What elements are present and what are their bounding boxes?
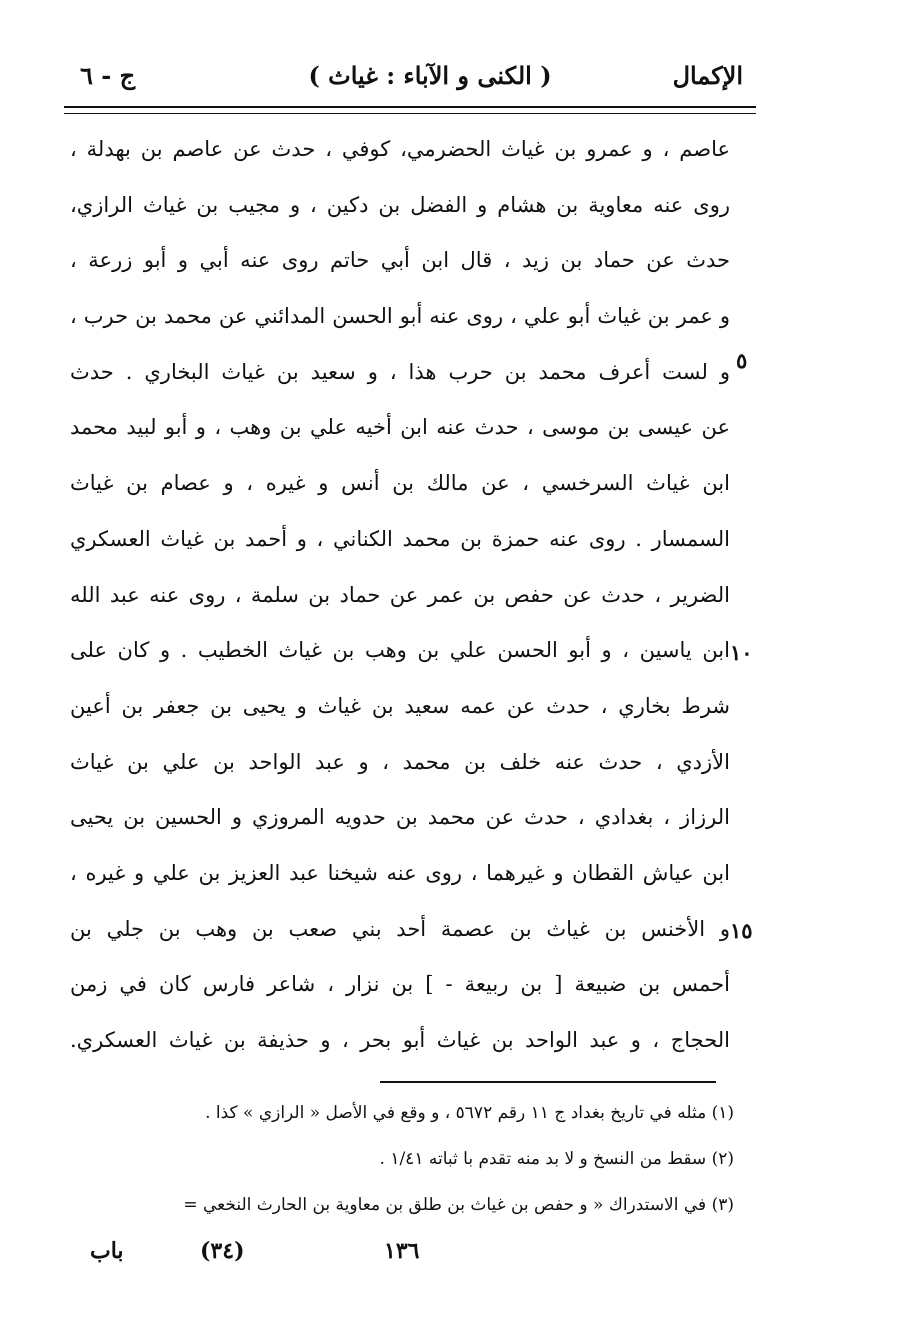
text-line: ابن عياش القطان و غيرهما ، روى عنه شيخنا عبد العزيز بن علي و غيره ، [70,860,730,885]
text-line: أحمس بن ضبيعة [ بن ربيعة - ] بن نزار ، شاعر فارس كان في زمن [70,972,730,997]
running-title: الإكمال [672,61,743,90]
text-line: شرط بخاري ، حدث عن عمه سعيد بن غياث و يحيى بن جعفر بن أعين [70,693,730,718]
text-line: روى عنه معاوية بن هشام و الفضل بن دكين ، و مجيب بن غياث الرازي، [70,192,730,217]
volume-label: ج - ٦ [80,61,136,90]
text-line: ابن غياث السرخسي ، عن مالك بن أنس و غيره ، و عصام بن غياث [70,471,730,496]
footnote: (٢) سقط من النسخ و لا بد منه تقدم با ثباته ١/٤١ . [379,1149,734,1169]
footnote: (٣) في الاستدراك « و حفص بن غياث بن طلق بن معاوية بن الحارث النخعي = [183,1195,734,1215]
text-line: الرزاز ، بغدادي ، حدث عن محمد بن حدويه المروزي و الحسين بن يحيى [70,805,730,830]
header-rule [64,106,756,108]
text-line: الحجاج ، و عبد الواحد بن غياث أبو بحر ، و حذيفة بن غياث العسكري. [70,1028,730,1052]
footnotes [70,1090,734,1228]
text-line: عاصم ، و عمرو بن غياث الحضرمي، كوفي ، حدث عن عاصم بن بهدلة ، [70,137,730,161]
header-rule-thin [64,113,756,114]
signature-mark: (٣٤) [200,1238,245,1264]
text-line: حدث عن حماد بن زيد ، قال ابن أبي حاتم روى عنه أبي و أبو زرعة ، [70,248,730,273]
text-line: ابن ياسين ، و أبو الحسن علي بن وهب بن غياث الخطيب . و كان على [70,638,730,663]
section-title: ( الكنى و الآباء : غياث ) [308,61,552,90]
text-line: و لست أعرف محمد بن حرب هذا ، و سعيد بن غياث البخاري . حدث [70,359,730,384]
text-line: و عمر بن غياث أبو علي ، روى عنه أبو الحسن المدائني عن محمد بن حرب ، [70,304,730,329]
line-number-10: ١٠ [730,640,753,665]
footnote: (١) مثله في تاريخ بغداد ج ١١ رقم ٥٦٧٢ ، و وقع في الأصل « الرازي » كذا . [205,1103,734,1123]
page-number: ١٣٦ [384,1238,420,1264]
text-line: عن عيسى بن موسى ، حدث عنه ابن أخيه علي بن وهب ، و أبو لبيد محمد [70,415,730,440]
main-text [70,122,730,1069]
text-line: السمسار . روى عنه حمزة بن محمد الكناني ، و أحمد بن غياث العسكري [70,526,730,551]
catchword: باب [90,1238,124,1264]
footnote-rule [380,1081,716,1083]
text-line: الضرير ، حدث عن حفص بن عمر عن حماد بن سلمة ، روى عنه عبد الله [70,582,730,607]
line-number-5: ٥ [736,348,748,373]
text-line: الأزدي ، حدث عنه خلف بن محمد ، و عبد الواحد بن علي بن غياث [70,749,730,774]
line-number-15: ١٥ [730,918,753,943]
text-line: و الأخنس بن غياث بن عصمة أحد بني صعب بن وهب بن جلي بن [70,916,730,941]
